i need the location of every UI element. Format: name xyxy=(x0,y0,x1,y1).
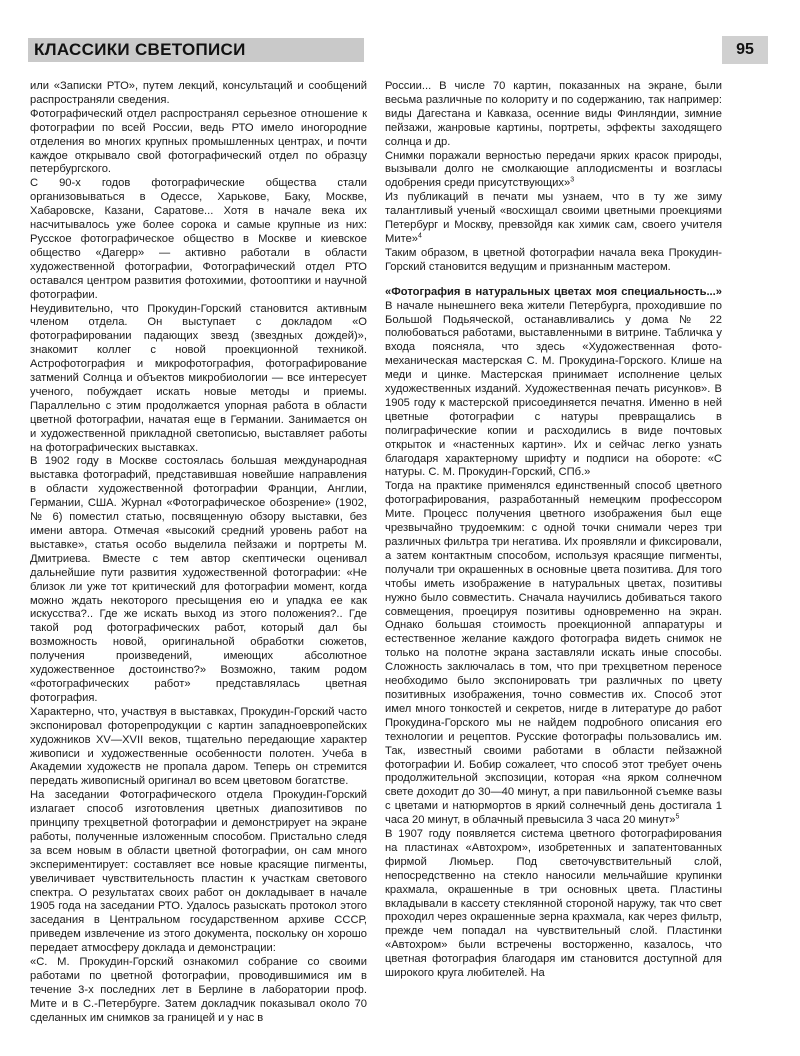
paragraph: «С. М. Прокудин-Горский ознакомил собрание со своими работами по цветной фотографии, проводившимися им в течение 3-х последних лет в Берлине в лаборатории проф. Мите и в С.-Петербурге. Затем докладчик показывал около 70 сделанных им снимков за границей и у нас в xyxy=(30,956,367,1024)
paragraph: Таким образом, в цветной фотографии начала века Прокудин-Горский становится ведущим и признанным мастером. xyxy=(385,246,722,273)
paragraph: Характерно, что, участвуя в выставках, Прокудин-Горский часто экспонировал фоторепродукции с картин западноевропейских художников XV—XVII веков, тщательно передающие характер живописи и художественные особенности полотен. Учеба в Академии художеств не пропала даром. Теперь он стремится передать живописный оригинал во всем цветовом богатстве. xyxy=(30,705,367,788)
paragraph: В 1907 году появляется система цветного фотографирования на пластинах «Автохром», изобретенных и запатентованных фирмой Люмьер. Под светочувствительный слой, непосредственно на стекло наносили мельчайшие крупинки крахмала, окрашенные в три основных цвета. Пластины вкладывали в кассету стеклянной стороной наружу, так что свет проходил через окрашенные зерна крахмала, как через фильтр, прежде чем попадал на чувствительный слой. Пластинки «Автохром» были встречены восторженно, казалось, что цветная фотография благодаря им становится доступной для широкого круга любителей. На xyxy=(385,828,722,980)
paragraph xyxy=(385,286,722,481)
paragraph-text: В начале нынешнего века жители Петербурга, проходившие по Большой Подьяческой, останавливались у дома № 22 полюбоваться работами, выставленными в витрине. Табличка у входа поясняла, что здесь «Художественная фото-механическая мастерская С. М. Прокудина-Горского. Клише на меди и цинке. Мастерская принимает исполнение целых художественных изданий. Художественная печать рисунков». В 1905 году к мастерской присоединяется печатня. Именно в ней цветные фотографии с натуры превращались в полиграфические копии и расходились в виде почтовых открыток и «настенных картин». Их и сейчас легко узнать благодаря характерному шрифту и подписи на обороте: «С натуры. С. М. Прокудин-Горский, СПб.» xyxy=(385,299,722,479)
paragraph xyxy=(385,150,722,192)
right-text-column xyxy=(385,80,722,1040)
paragraph: Фотографический отдел распространял серьезное отношение к фотографии по всей России, ведь РТО имело иногородние отделения во многих крупных промышленных центрах, и почти каждое открывало свой фотографический отдел по образцу петербургского. xyxy=(30,107,367,176)
footnote-marker: 5 xyxy=(675,813,680,821)
paragraph-text: Снимки поражали верностью передачи ярких красок природы, вызывали долго не смолкающие аплодисменты и возгласы одобрения среди присутствующих» xyxy=(385,149,722,190)
footnote-marker: 4 xyxy=(418,232,422,240)
paragraph: России... В числе 70 картин, показанных на экране, были весьма различные по колориту и по содержанию, так например: виды Дагестана и Кавказа, осенние виды Финляндии, зимние пейзажи, жанровые картины, портреты, эффекты заходящего солнца и др. xyxy=(385,80,722,148)
paragraph-text: Из публикаций в печати мы узнаем, что в ту же зиму талантливый ученый «восхищал своими цветными проекциями Петербург и Москву, превзойдя как химик сам, своего учителя Мите» xyxy=(385,191,722,245)
footnote-marker: 3 xyxy=(570,176,575,184)
paragraph: С 90-х годов фотографические общества стали организовываться в Одессе, Харькове, Баку, Москве, Хабаровске, Казани, Саратове... Хотя в начале века их насчитывалось уже более сорока и самые крупные из них: Русское фотографическое общество в Москве и киевское общество «Дагерр» — активно работали в области художественной фотографии, Фотографический отдел РТО оставался центром развития фотохимии, фотооптики и научной фотографии. xyxy=(30,177,367,301)
paragraph: В 1902 году в Москве состоялась большая международная выставка фотографий, представившая новейшие направления в области художественной фотографии Франции, Англии, Германии, США. Журнал «Фотографическое обозрение» (1902, № 6) поместил статью, посвященную обзору выставки, без имени автора. Отмечая «высокий средний уровень работ на выставке», статья особо выделила пейзажи и портреты М. Дмитриева. Вместе с тем автор скептически оценивал дальнейшие пути развития художественной фотографии: «Не близок ли уже тот критический для фотографии момент, когда можно ждать некоторого пресыщения ею и упадка ее как искусства?.. Где же искать выход из этого положения?.. Где такой род фотографических работ, который дал бы возможность новой, оригинальной обработки сюжетов, получения произведений, имеющих абсолютное художественное достоинство?» Возможно, таким родом «фотографических работ» представлялась цветная фотография. xyxy=(30,455,367,704)
paragraph: Неудивительно, что Прокудин-Горский становится активным членом отдела. Он выступает с докладом «О фотографировании падающих звезд (звездных дождей)», знакомит коллег с новой проекционной техникой. Астрофотография и микрофотография, фотографирование затмений Солнца и объектов микробиологии — все интересует ученого, побуждает искать новые методы и приемы. Параллельно с этим продолжается упорная работа в области цветной фотографии, начатая еще в Германии. Занимается он и художественной прикладной светописью, выставляет работы на фотографических выставках. xyxy=(30,302,367,454)
left-text-column xyxy=(30,80,367,1040)
section-title: КЛАССИКИ СВЕТОПИСИ xyxy=(34,40,246,59)
paragraph: На заседании Фотографического отдела Прокудин-Горский излагает способ изготовления цветных диапозитивов по принципу трехцветной фотографии и демонстрирует на экране работы, полученные изложенным способом. Пристально следя за всем новым в области цветной фотографии, он сам много экспериментирует: составляет все новые красящие пигменты, увеличивает чувствительность пластин к участкам светового спектра. О результатах своих работ он докладывает в начале 1905 года на заседании РТО. Удалось разыскать протокол этого заседания в Центральном государственном архиве СССР, приведем извлечение из этого документа, поскольку он хорошо передает атмосферу доклада и демонстрации: xyxy=(30,789,367,955)
page-number: 95 xyxy=(736,41,754,58)
paragraph-text: Тогда на практике применялся единственный способ цветного фотографирования, разработанный немецким профессором Мите. Процесс получения цветного изображения был еще чрезвычайно трудоемким: с одной точки снимали через три различных фильтра три негатива. Их проявляли и фиксировали, а затем контактным способом, используя красящие пигменты, получали три окрашенных в основные цвета позитива. Для того чтобы иметь изображение в натуральных цветах, позитивы нужно было совместить. Сначала научились добиваться такого совмещения, проецируя позитивы одновременно на экран. Однако большая стоимость проекционной аппаратуры и естественное желание каждого фотографа видеть снимок не только на полотне экрана заставляли искать иные способы. Сложность заключалась в том, что при трехцветном переносе необходимо было экспонировать три различных по цвету позитивных изображения, точно совместив их. Способ этот имел много тонкостей и секретов, нигде в литературе до работ Прокудина-Горского мы не найдем подробного описания его технологии и рецептов. Русские фотографы пользовались им. Так, известный своими работами в области пейзажной фотографии И. Бобир сожалеет, что способ этот требует очень продолжительной экспозиции, которая «на ярком солнечном свете доходит до 30—40 минут, а при павильонной съемке вазы с цветами и натюрмортов в яркий солнечный день достигала 1 часа 20 минут, в облачный превысила 3 часа 20 минут» xyxy=(385,480,722,827)
paragraph: или «Записки РТО», путем лекций, консультаций и сообщений распространяли сведения. xyxy=(30,80,367,106)
paragraph xyxy=(385,480,722,828)
subheading-lead: «Фотография в натуральных цветах моя специальность...» xyxy=(385,285,722,298)
paragraph xyxy=(385,191,722,247)
